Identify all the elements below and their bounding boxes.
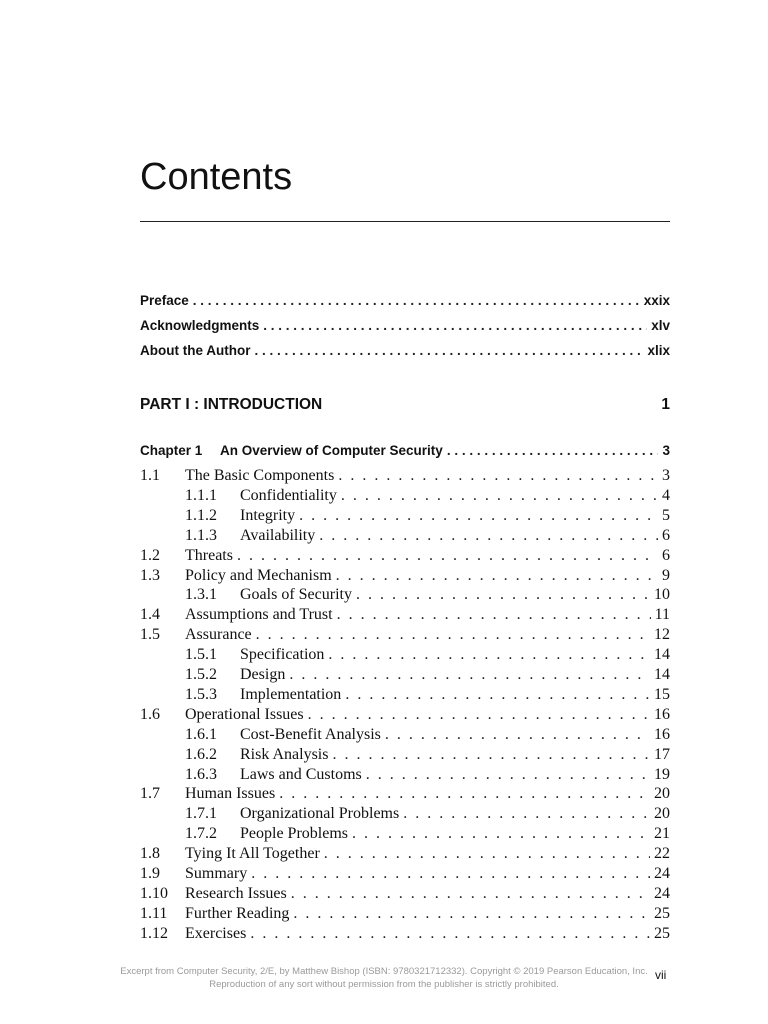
section-page: 15 [654,685,670,703]
section-page: 6 [662,546,670,564]
section-page: 4 [662,486,670,504]
toc-entry[interactable] [140,865,670,883]
section-page: 16 [654,705,670,723]
dot-leader [256,626,650,644]
dot-leader [319,527,658,545]
dot-leader [356,586,650,604]
dot-leader [263,318,647,333]
section-number: 1.11 [140,904,168,922]
section-title: Organizational Problems [240,805,400,823]
section-number: 1.1.3 [185,526,217,544]
section-page: 12 [654,626,670,644]
dot-leader [193,293,640,308]
section-title: Policy and Mechanism [185,566,332,584]
entry-page: xlv [651,318,670,333]
chapter-number: Chapter 1 [140,443,203,458]
section-title: Further Reading [185,904,290,922]
section-number: 1.10 [140,884,168,902]
section-number: 1.5.1 [185,646,217,664]
toc-entry[interactable] [185,726,670,744]
dot-leader [308,706,650,724]
section-number: 1.6 [140,705,160,723]
chapter-title: An Overview of Computer Security [220,443,443,458]
dot-leader [341,487,658,505]
footer-line-2: Reproduction of any sort without permission from the publisher is strictly prohibited. [209,979,559,990]
section-number: 1.5.2 [185,666,217,683]
part-heading[interactable] [140,396,670,414]
dot-leader [299,507,658,525]
section-page: 16 [654,725,670,743]
toc-entry[interactable] [140,845,670,863]
section-page: 9 [662,566,670,584]
section-number: 1.4 [140,606,160,624]
dot-leader [366,766,650,784]
section-page: 24 [654,884,670,902]
section-page: 20 [654,785,670,803]
dot-leader [289,666,650,684]
section-title: Assumptions and Trust [185,606,333,624]
toc-entry[interactable] [185,825,670,843]
section-number: 1.3.1 [185,586,217,604]
toc-entry[interactable] [185,746,670,764]
footer-line-1: Excerpt from Computer Security, 2/E, by Matthew Bishop (ISBN: 9780321712332). Copyright © 2019 Pearson Education, Inc. [120,966,648,977]
section-number: 1.5.3 [185,685,217,703]
toc-entry[interactable] [140,567,670,585]
entry-title: Preface [140,293,189,308]
entry-page: xlix [647,343,670,358]
section-number: 1.6.2 [185,745,217,763]
section-title: Risk Analysis [240,745,329,763]
section-title: Operational Issues [185,705,304,723]
toc-entry[interactable] [185,666,670,684]
front-matter-entry[interactable] [140,293,670,308]
section-page: 24 [654,865,670,882]
section-page: 11 [654,606,670,624]
section-number: 1.1.2 [185,506,217,524]
section-page: 21 [654,825,670,843]
section-title: Assurance [185,626,252,644]
section-number: 1.7 [140,785,160,803]
section-title: Threats [185,546,233,564]
section-title: Tying It All Together [185,845,320,863]
section-page: 25 [654,904,670,922]
entry-title: About the Author [140,343,251,358]
chapter-entry[interactable] [140,443,670,458]
copyright-footer [80,965,688,991]
toc-entry[interactable] [185,527,670,545]
section-page: 19 [654,765,670,783]
toc-entry[interactable] [185,586,670,604]
dot-leader [251,865,650,883]
dot-leader [403,805,650,823]
toc-entry[interactable] [140,885,670,903]
section-page: 20 [654,805,670,823]
dot-leader [352,825,650,843]
section-page: 22 [654,845,670,863]
page-folio: vii [655,968,667,982]
section-title: Human Issues [185,785,276,803]
section-title: Exercises [185,924,247,942]
dot-leader [337,606,651,624]
section-title: Research Issues [185,884,287,902]
toc-entry[interactable] [185,766,670,784]
dot-leader [338,467,658,485]
toc-entry[interactable] [140,606,670,624]
section-title: People Problems [240,825,348,843]
toc-entry[interactable] [185,686,670,704]
entry-title: Acknowledgments [140,318,260,333]
section-title: Integrity [240,506,296,524]
dot-leader [237,547,658,565]
dot-leader [385,726,650,744]
front-matter-entry[interactable] [140,318,670,333]
dot-leader [254,343,643,358]
section-title: Summary [185,865,248,882]
toc-entry[interactable] [185,646,670,664]
section-page: 5 [662,506,670,524]
page-title: Contents [140,156,293,198]
toc-entry[interactable] [185,487,670,505]
section-title: Availability [240,526,316,544]
toc-entry[interactable] [140,905,670,923]
toc-entry[interactable] [140,626,670,644]
section-number: 1.3 [140,566,160,584]
toc-entry[interactable] [140,547,670,565]
section-number: 1.5 [140,626,160,644]
dot-leader [336,567,658,585]
section-page: 6 [662,526,670,544]
toc-entry[interactable] [140,706,670,724]
toc-entry[interactable] [185,805,670,823]
section-number: 1.2 [140,546,160,564]
toc-entry[interactable] [140,925,670,943]
dot-leader [332,746,650,764]
toc-entry[interactable] [185,507,670,525]
dot-leader [291,885,650,903]
section-title: Laws and Customs [240,765,362,783]
section-page: 25 [654,924,670,942]
toc-entry[interactable] [140,467,670,485]
section-title: The Basic Components [185,467,335,484]
section-title: Specification [240,646,325,664]
section-number: 1.1.1 [185,486,217,504]
dot-leader [447,443,659,458]
section-number: 1.7.2 [185,825,217,843]
section-number: 1.6.3 [185,765,217,783]
part-label: PART I : INTRODUCTION [140,396,323,413]
front-matter-entry[interactable] [140,343,670,358]
section-page: 17 [654,745,670,763]
dot-leader [328,646,650,664]
section-page: 14 [654,666,670,683]
dot-leader [345,686,650,704]
section-number: 1.9 [140,865,160,882]
dot-leader [293,905,650,923]
dot-leader [324,845,650,863]
section-number: 1.6.1 [185,725,217,743]
entry-page: xxix [643,293,670,308]
section-number: 1.1 [140,467,160,484]
section-title: Design [240,666,286,683]
section-number: 1.12 [140,924,168,942]
part-page: 1 [661,396,670,413]
dot-leader [250,925,650,943]
section-title: Implementation [240,685,342,703]
section-page: 14 [654,646,670,664]
title-rule [140,221,670,222]
chapter-page: 3 [662,443,670,458]
section-title: Cost-Benefit Analysis [240,725,381,743]
toc-entry[interactable] [140,785,670,803]
section-page: 10 [654,586,670,604]
section-number: 1.8 [140,845,160,863]
section-title: Goals of Security [240,586,352,604]
section-number: 1.7.1 [185,805,217,823]
dot-leader [279,785,650,803]
section-title: Confidentiality [240,486,337,504]
section-page: 3 [662,467,670,484]
